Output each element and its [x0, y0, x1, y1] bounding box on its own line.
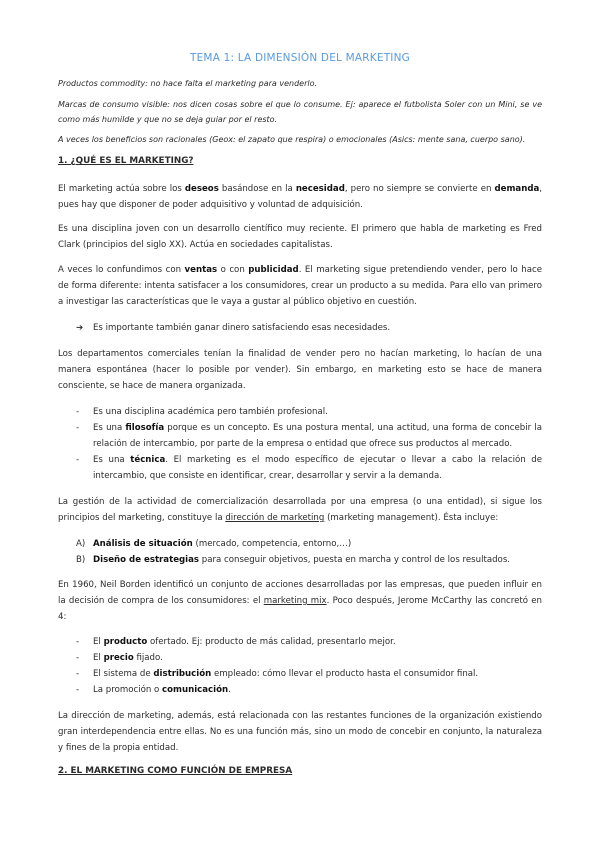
arrow-list-item: Es importante también ganar dinero satisfaciendo esas necesidades.	[93, 323, 391, 333]
list-item-diseno: Diseño de estrategias para conseguir objetivos, puesta en marcha y control de los resultados.	[93, 555, 511, 565]
section-2-heading: 2. EL MARKETING COMO FUNCIÓN DE EMPRESA	[58, 766, 293, 776]
list-marker-a: A)	[76, 539, 86, 549]
paragraph-gestion: La gestión de la actividad de comercialización desarrollada por una empresa (o una entidad), si sigue los principios del marketing, constituye la dirección de marketing (marketing management). Ésta incluye:	[58, 497, 542, 523]
list-item-distribucion: El sistema de distribución empleado: cómo llevar el producto hasta el consumidor final.	[93, 669, 479, 679]
list-item-producto: El producto ofertado. Ej: producto de más calidad, presentarlo mejor.	[93, 637, 396, 647]
list-item-precio: El precio fijado.	[93, 653, 163, 663]
paragraph-departamentos: Los departamentos comerciales tenían la finalidad de vender pero no hacían marketing, lo hacían de una manera espontánea (hacer lo posible por vender). Sin embargo, en marketing esto se hace de manera consciente, se hace de manera organizada.	[58, 349, 542, 391]
list-item-comunicacion: La promoción o comunicación.	[93, 685, 231, 695]
intro-visible-brands: Marcas de consumo visible: nos dicen cosas sobre el que lo consume. Ej: aparece el futbolista Soler con un Mini, se ve como más humilde y que no se deja guiar por el resto.	[58, 100, 542, 124]
page-title: TEMA 1: LA DIMENSIÓN DEL MARKETING	[189, 52, 410, 64]
list-item-filosofia: Es una filosofía porque es un concepto. Es una postura mental, una actitud, una forma de concebir la relación de intercambio, por parte de la empresa o entidad que ofrece sus productos al mercado.	[93, 423, 543, 449]
dash-bullet-icon: -	[76, 407, 80, 417]
dash-bullet-icon: -	[76, 637, 80, 647]
list-item-academica: Es una disciplina académica pero también profesional.	[93, 407, 328, 417]
paragraph-ventas-publicidad: A veces lo confundimos con ventas o con publicidad. El marketing sigue pretendiendo vender, pero lo hace de forma diferente: intenta satisfacer a los consumidores, crear un producto a su medida. Para ello van primero a investigar las características que le vaya a gustar al público objetivo en cuestión.	[58, 265, 542, 307]
dash-bullet-icon: -	[76, 669, 80, 679]
list-item-analisis: Análisis de situación (mercado, competencia, entorno,…)	[93, 539, 352, 549]
intro-commodity: Productos commodity: no hace falta el marketing para venderlo.	[58, 79, 318, 88]
dash-bullet-icon: -	[76, 653, 80, 663]
paragraph-deseos: El marketing actúa sobre los deseos basándose en la necesidad, pero no siempre se convierte en demanda, pues hay que disponer de poder adquisitivo y voluntad de adquisición.	[58, 184, 543, 210]
arrow-bullet-icon: ➔	[76, 323, 84, 333]
dash-bullet-icon: -	[76, 423, 80, 433]
dash-bullet-icon: -	[76, 455, 80, 465]
intro-benefits: A veces los beneficios son racionales (Geox: el zapato que respira) o emocionales (Asics: mente sana, cuerpo sano).	[58, 135, 526, 144]
list-item-tecnica: Es una técnica. El marketing es el modo específico de ejecutar o llevar a cabo la relación de intercambio, que consiste en identificar, crear, desarrollar y servir a la demanda.	[93, 455, 543, 481]
list-marker-b: B)	[76, 555, 86, 565]
section-1-heading: 1. ¿QUÉ ES EL MARKETING?	[58, 156, 194, 166]
paragraph-marketing-mix: En 1960, Neil Borden identificó un conjunto de acciones desarrolladas por las empresas, que pueden influir en la decisión de compra de los consumidores: el marketing mix. Poco después, Jerome McCarthy las concretó en 4:	[58, 580, 542, 622]
dash-bullet-icon: -	[76, 685, 80, 695]
paragraph-disciplina-joven: Es una disciplina joven con un desarrollo científico muy reciente. El primero que habla de marketing es Fred Clark (principios del siglo XX). Actúa en sociedades capitalistas.	[58, 224, 542, 250]
paragraph-direccion: La dirección de marketing, además, está relacionada con las restantes funciones de la organización existiendo gran interdependencia entre ellas. No es una función más, sino un modo de concebir en conjunto, la naturaleza y fines de la propia entidad.	[58, 711, 542, 753]
